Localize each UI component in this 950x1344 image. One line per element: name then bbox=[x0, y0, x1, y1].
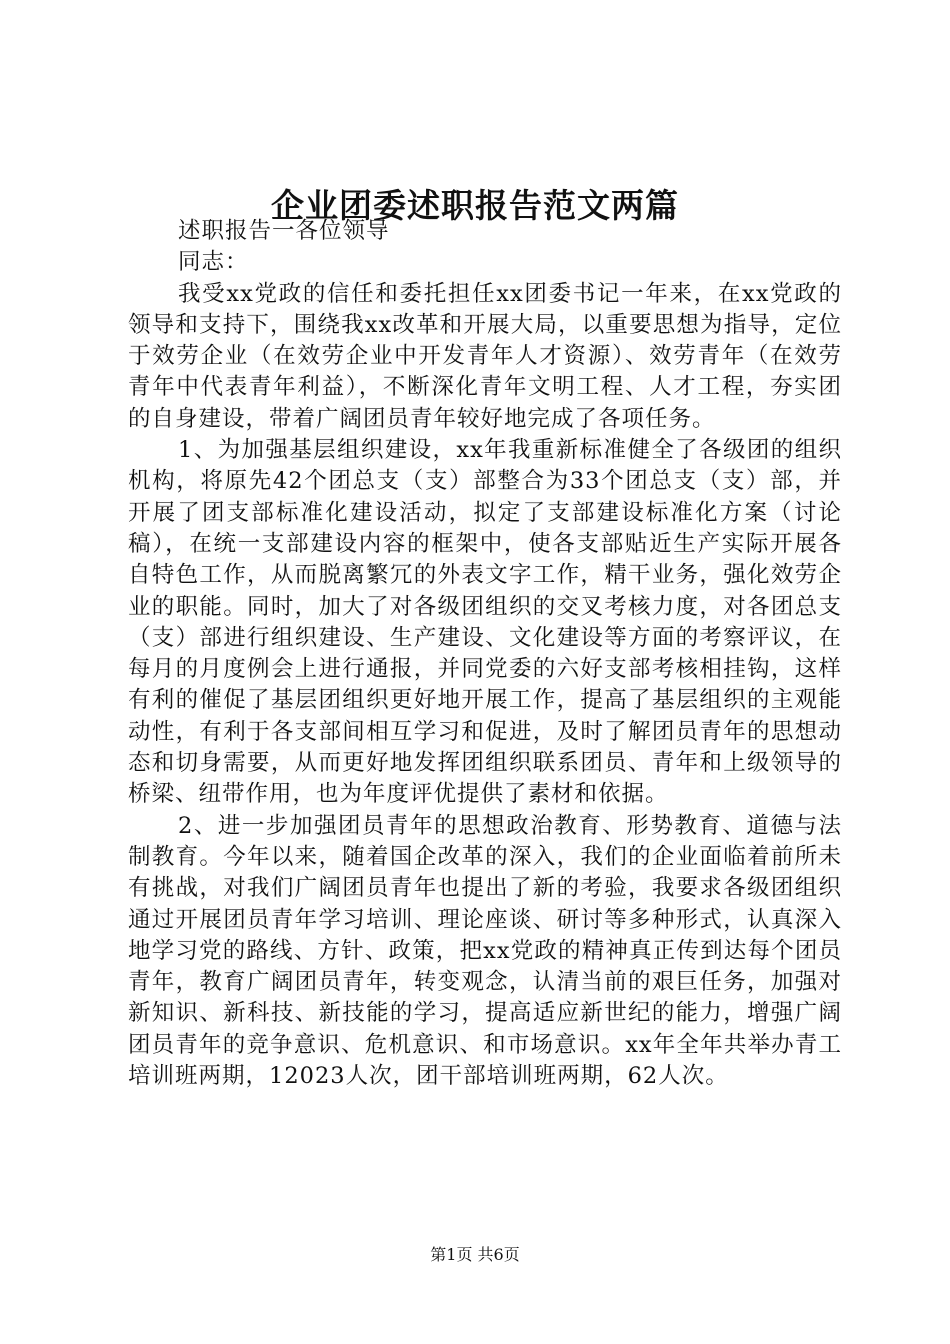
page-number-footer: 第1页 共6页 bbox=[430, 1245, 520, 1264]
paragraph-intro: 我受xx党政的信任和委托担任xx团委书记一年来，在xx党政的领导和支持下，围绕我xx改革和开展大局，以重要思想为指导，定位于效劳企业（在效劳企业中开发青年人才资源）、效劳青年（在效劳青年中代表青年利益），不断深化青年文明工程、人才工程，夯实团的自身建设，带着广阔团员青年较好地完成了各项任务。 bbox=[128, 280, 842, 432]
salutation: 同志： bbox=[178, 249, 249, 276]
paragraph-item-1: 1、为加强基层组织建设，xx年我重新标准健全了各级团的组织机构，将原先42个团总支（支）部整合为33个团总支（支）部，并开展了团支部标准化建设活动，拟定了支部建设标准化方案（讨论稿），在统一支部建设内容的框架中，使各支部贴近生产实际开展各自特色工作，从而脱离繁冗的外表文字工作，精干业务，强化效劳企业的职能。同时，加大了对各级团组织的交叉考核力度，对各团总支（支）部进行组织建设、生产建设、文化建设等方面的考察评议，在每月的月度例会上进行通报，并同党委的六好支部考核相挂钩，这样有利的催促了基层团组织更好地开展工作，提高了基层组织的主观能动性，有利于各支部间相互学习和促进，及时了解团员青年的思想动态和切身需要，从而更好地发挥团组织联系团员、青年和上级领导的桥梁、纽带作用，也为年度评优提供了素材和依据。 bbox=[128, 437, 842, 808]
paragraph-item-2: 2、进一步加强团员青年的思想政治教育、形势教育、道德与法制教育。今年以来，随着国企改革的深入，我们的企业面临着前所未有挑战，对我们广阔团员青年也提出了新的考验，我要求各级团组织通过开展团员青年学习培训、理论座谈、研讨等多种形式，认真深入地学习党的路线、方针、政策，把xx党政的精神真正传到达每个团员青年，教育广阔团员青年，转变观念，认清当前的艰巨任务，加强对新知识、新科技、新技能的学习，提高适应新世纪的能力，增强广阔团员青年的竞争意识、危机意识、和市场意识。xx年全年共举办青工培训班两期，12023人次，团干部培训班两期，62人次。 bbox=[128, 812, 842, 1090]
opening-line: 述职报告一各位领导 bbox=[178, 218, 390, 244]
document-body bbox=[128, 216, 842, 1092]
document-title: 企业团委述职报告范文两篇 bbox=[271, 186, 679, 225]
